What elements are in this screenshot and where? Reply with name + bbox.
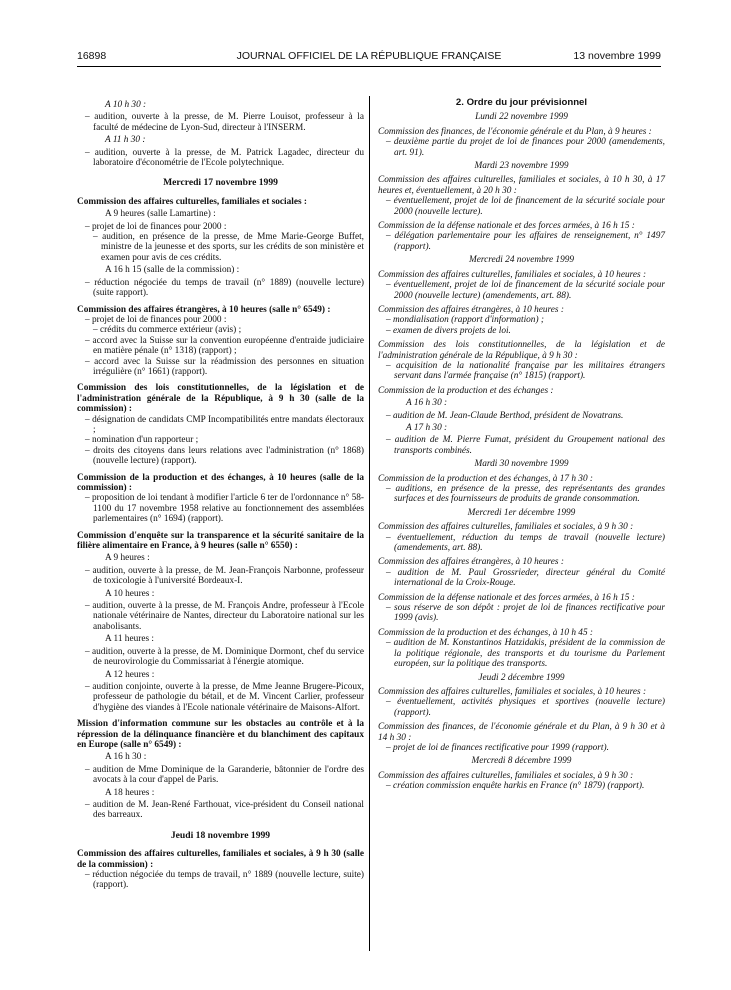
agenda-item: – éventuellement, projet de loi de financement de la sécurité sociale pour 2000 (nouvelle lecture). <box>386 196 665 217</box>
agenda-item: – audition, ouverte à la presse, de M. François Andre, professeur à l'Ecole nationale vétérinaire de Nantes, directeur du Laboratoire national sur les anabolisants. <box>85 601 364 632</box>
day-heading: Jeudi 18 novembre 1999 <box>170 829 271 841</box>
time-heading: A 11 heures : <box>105 634 154 645</box>
committee-heading: Commission de la production et des échanges : <box>378 385 554 396</box>
agenda-item: – projet de loi de finances pour 2000 : <box>85 221 227 232</box>
agenda-item: – audition de M. Jean-René Farthouat, vice-président du Conseil national des barreaux. <box>85 799 364 821</box>
agenda-subitem: – crédits du commerce extérieur (avis) ; <box>93 325 242 336</box>
agenda-item: – auditions, en présence de la presse, des représentants des grandes surfaces et des fournisseurs de produits de grande consommation. <box>386 484 665 505</box>
committee-heading: Commission des lois constitutionnelles, de la législation et de l'administration générale de la République, à 9 h 30 : <box>378 340 665 361</box>
agenda-item: – éventuellement, activités physiques et sportives (nouvelle lecture) (rapport). <box>386 697 665 718</box>
agenda-item: – projet de loi de finances pour 2000 : <box>85 314 227 325</box>
agenda-item: – audition, ouverte à la presse, de M. Jean-François Narbonne, professeur de toxicologie à l'université Bordeaux-I. <box>85 565 364 587</box>
time-heading: A 16 h 15 (salle de la commission) : <box>105 265 240 276</box>
issue-date: 13 novembre 1999 <box>573 50 661 62</box>
header-rule <box>77 66 661 67</box>
agenda-item: – audition conjointe, ouverte à la presse, de Mme Jeanne Brugere-Picoux, professeur de pathologie du bétail, et de M. Vincent Carlier, professeur d'hygiène des viandes à l'Ecole nationale vétérinaire de Maisons-Alfort. <box>85 681 364 713</box>
agenda-item: – mondialisation (rapport d'information) ; <box>386 315 544 326</box>
committee-heading: Commission de la production et des échanges, à 10 heures (salle de la commission) : <box>77 472 364 493</box>
agenda-item: – délégation parlementaire pour les affaires de renseignement, n° 1497 (rapport). <box>386 231 665 252</box>
committee-heading: Commission des affaires étrangères, à 10 heures : <box>378 304 564 315</box>
committee-heading: Commission des affaires étrangères, à 10 heures : <box>378 557 564 568</box>
agenda-item: – audition, ouverte à la presse, de M. Pierre Louisot, professeur à la faculté de médecine de Lyon-Sud, directeur à l'INSERM. <box>85 112 364 133</box>
agenda-item: – examen de divers projets de loi. <box>386 325 511 336</box>
agenda-item: – proposition de loi tendant à modifier l'article 6 ter de l'ordonnance n° 58-1100 du 17 novembre 1958 relative au fonctionnement des assemblées parlementaires (n° 1694) (rapport). <box>85 493 364 525</box>
agenda-subitem: – audition, en présence de la presse, de Mme Marie-George Buffet, ministre de la jeunesse et des sports, sur les crédits de son ministère et examen pour avis de ces crédits. <box>93 232 364 263</box>
agenda-item: – accord avec la Suisse sur la convention européenne d'entraide judiciaire en matière pénale (n° 1318) (rapport) ; <box>85 335 364 357</box>
committee-heading: Commission de la production et des échanges, à 10 h 45 : <box>378 627 594 638</box>
agenda-item: – accord avec la Suisse sur la réadmission des personnes en situation irrégulière (n° 1661) (rapport). <box>85 356 364 377</box>
agenda-item: – projet de loi de finances rectificative pour 1999 (rapport). <box>386 742 609 753</box>
page-number: 16898 <box>77 50 107 62</box>
committee-heading: Commission de la défense nationale et des forces armées, à 16 h 15 : <box>378 221 635 232</box>
agenda-item: – audition de Mme Dominique de la Garanderie, bâtonnier de l'ordre des avocats à la cour d'appel de Paris. <box>85 764 364 786</box>
time-heading: A 16 h 30 : <box>406 398 448 409</box>
committee-heading: Commission des lois constitutionnelles, de la législation et de l'administration générale de la République, à 9 h 30 (salle de la commission) : <box>77 383 364 415</box>
time-heading: A 10 heures : <box>105 588 155 599</box>
day-heading: Mercredi 17 novembre 1999 <box>163 177 278 189</box>
right-column <box>378 98 665 792</box>
committee-heading: Commission des affaires culturelles, familiales et sociales : <box>77 196 307 207</box>
agenda-item: – réduction négociée du temps de travail (n° 1889) (nouvelle lecture) (suite rapport). <box>85 277 364 299</box>
agenda-item: – droits des citoyens dans leurs relations avec l'administration (n° 1868) (nouvelle lecture) (rapport). <box>85 445 364 467</box>
committee-heading: Commission des affaires culturelles, familiales et sociales, à 9 h 30 : <box>378 770 634 781</box>
committee-heading: Commission des affaires culturelles, familiales et sociales, à 10 heures : <box>378 269 647 280</box>
committee-heading: Commission des affaires étrangères, à 10 heures (salle n° 6549) : <box>77 304 331 315</box>
page-header <box>77 50 661 64</box>
time-heading: A 18 heures : <box>105 787 155 798</box>
day-heading: Mardi 30 novembre 1999 <box>474 459 569 470</box>
agenda-item: – sous réserve de son dépôt : projet de loi de finances rectificative pour 1999 (avis). <box>386 603 665 624</box>
agenda-item: – désignation de candidats CMP Incompatibilités entre mandats électoraux ; <box>85 414 364 435</box>
agenda-item: – deuxième partie du projet de loi de finances pour 2000 (amendements, art. 91). <box>386 137 665 158</box>
agenda-item: – audition de M. Paul Grossrieder, directeur général du Comité international de la Croix-Rouge. <box>386 567 665 589</box>
agenda-item: – audition de M. Konstantinos Hatzidakis, président de la commission de la politique régionale, des transports et du tourisme du Parlement européen, sur la politique des transports. <box>386 638 665 670</box>
day-heading: Jeudi 2 décembre 1999 <box>478 672 565 683</box>
section-title: 2. Ordre du jour prévisionnel <box>455 97 588 108</box>
agenda-item: – audition de M. Jean-Claude Berthod, président de Novatrans. <box>386 410 624 421</box>
time-heading: A 17 h 30 : <box>406 422 448 433</box>
agenda-item: – audition, ouverte à la presse, de M. Dominique Dormont, chef du service de neurovirologie du Commissariat à l'énergie atomique. <box>85 646 364 668</box>
committee-heading: Commission des affaires culturelles, familiales et sociales, à 10 heures : <box>378 686 647 697</box>
committee-heading: Commission des affaires culturelles, familiales et sociales, à 10 h 30, à 17 heures et, éventuellement, à 20 h 30 : <box>378 175 665 196</box>
committee-heading: Commission des finances, de l'économie générale et du Plan, à 9 h 30 et à 14 h 30 : <box>378 722 665 743</box>
agenda-item: – réduction négociée du temps de travail, n° 1889 (nouvelle lecture, suite) (rapport). <box>85 870 364 891</box>
time-heading: A 9 heures : <box>105 553 150 564</box>
column-divider <box>369 96 370 951</box>
day-heading: Mercredi 24 novembre 1999 <box>468 255 575 266</box>
committee-heading: Commission de la production et des échanges, à 17 h 30 : <box>378 473 594 484</box>
committee-heading: Commission de la défense nationale et des forces armées, à 16 h 15 : <box>378 592 635 603</box>
agenda-item: – nomination d'un rapporteur ; <box>85 435 199 446</box>
agenda-item: – acquisition de la nationalité française par les militaires étrangers servant dans l'armée française (n° 1815) (rapport). <box>386 360 665 382</box>
agenda-item: – audition, ouverte à la presse, de M. Patrick Lagadec, directeur du laboratoire d'économétrie de l'Ecole polytechnique. <box>85 147 364 169</box>
time-heading: A 9 heures (salle Lamartine) : <box>105 209 216 220</box>
agenda-item: – audition de M. Pierre Fumat, président du Groupement national des transports combinés. <box>386 435 665 456</box>
agenda-item: – éventuellement, projet de loi de financement de la sécurité sociale pour 2000 (nouvelle lecture) (amendements, art. 88). <box>386 280 665 301</box>
journal-title: JOURNAL OFFICIEL DE LA RÉPUBLIQUE FRANÇAISE <box>236 50 502 62</box>
committee-heading: Commission des finances, de l'économie générale et du Plan, à 9 heures : <box>378 126 652 137</box>
day-heading: Mardi 23 novembre 1999 <box>474 161 569 172</box>
time-heading: A 10 h 30 : <box>105 100 147 110</box>
time-heading: A 16 h 30 : <box>105 752 147 763</box>
day-heading: Mercredi 8 décembre 1999 <box>471 756 572 767</box>
day-heading: Lundi 22 novembre 1999 <box>475 112 568 123</box>
agenda-item: – éventuellement, réduction du temps de travail (nouvelle lecture) (amendements, art. 88). <box>386 532 665 554</box>
committee-heading: Commission des affaires culturelles, familiales et sociales, à 9 h 30 (salle de la commission) : <box>77 849 364 870</box>
day-heading: Mercredi 1er décembre 1999 <box>467 507 576 518</box>
committee-heading: Commission des affaires culturelles, familiales et sociales, à 9 h 30 : <box>378 522 634 533</box>
agenda-item: – création commission enquête harkis en France (n° 1879) (rapport). <box>386 781 645 792</box>
committee-heading: Commission d'enquête sur la transparence et la sécurité sanitaire de la filière alimentaire en France, à 9 heures (salle n° 6550) : <box>77 530 364 552</box>
left-column <box>77 98 364 891</box>
time-heading: A 11 h 30 : <box>105 135 146 146</box>
time-heading: A 12 heures : <box>105 669 155 680</box>
committee-heading: Mission d'information commune sur les obstacles au contrôle et à la répression de la délinquance financière et du blanchiment des capitaux en Europe (salle n° 6549) : <box>77 719 364 750</box>
